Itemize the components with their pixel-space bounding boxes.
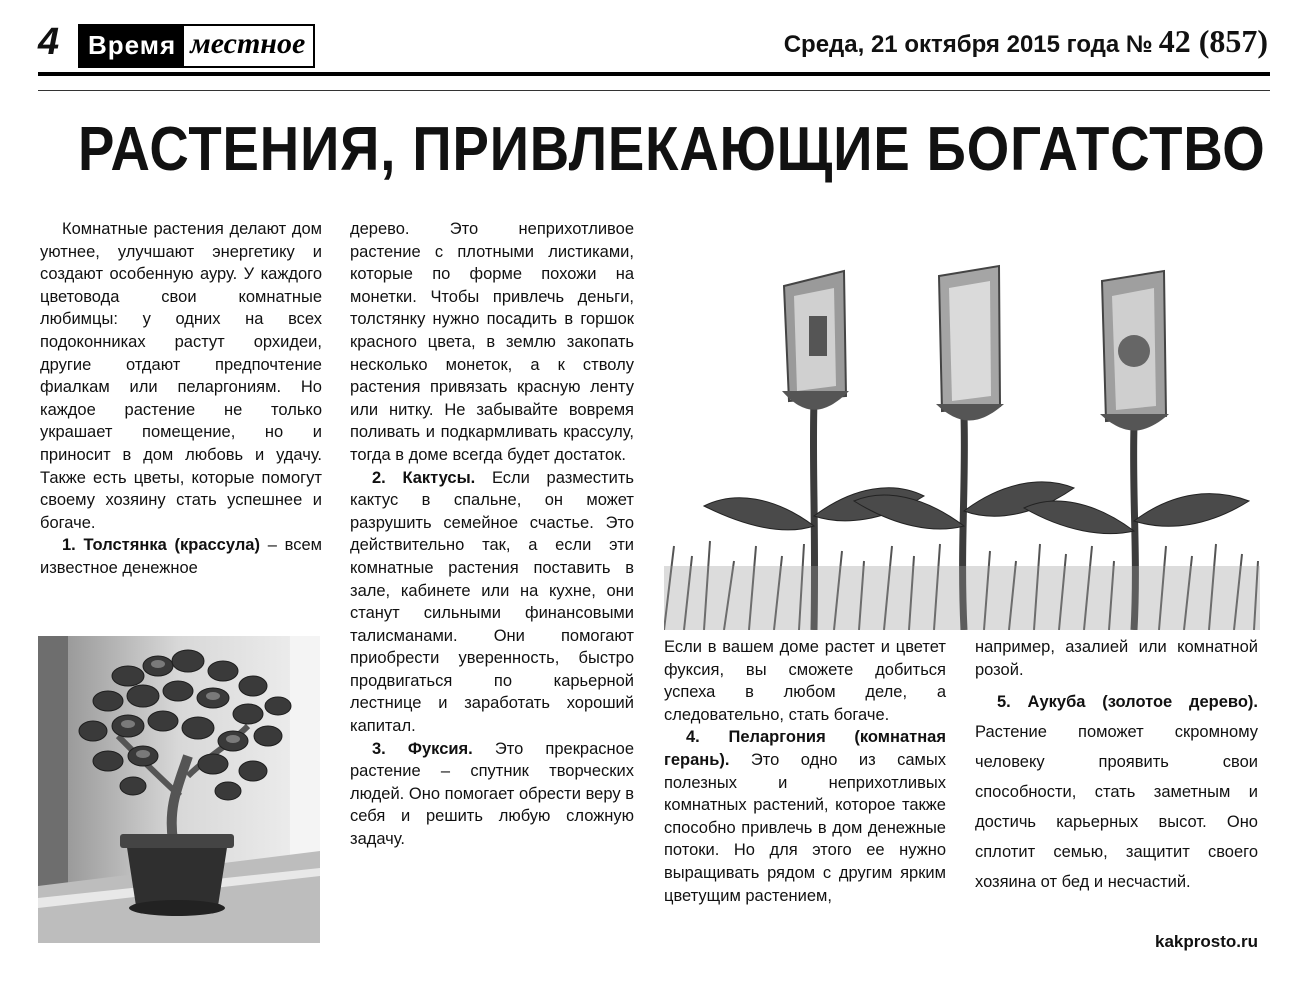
section-3-text-start: Это прекрасное растение – спутник творческих людей. Оно помогает обрести веру в себя и решить любую сложную задачу. xyxy=(350,739,634,849)
money-flowers-illustration xyxy=(664,226,1260,630)
section-2-title: 2. Кактусы. xyxy=(372,468,476,487)
jade-plant-photo xyxy=(38,636,320,943)
section-1-title: 1. Толстянка (крассула) xyxy=(62,536,260,555)
section-4-text-start: Это одно из самых полезных и неприхотливых комнатных растений, которое также способно привлечь в дом денежные потоки. Но для этого ее нужно выращивать рядом с другим ярким цветущим растением, xyxy=(664,750,946,905)
issue-info xyxy=(784,22,1268,64)
money-rose xyxy=(936,266,1004,421)
header-rule-thin xyxy=(38,90,1270,91)
section-3-text-continued: Если в вашем доме растет и цветет фуксия, вы сможете добиться успеха в любом деле, а следовательно, стать богаче. xyxy=(664,638,946,724)
section-5-title: 5. Аукуба (золотое дерево). xyxy=(997,693,1258,712)
intro-paragraph: Комнатные растения делают дом уютнее, улучшают энергетику и создают особенную ауру. У каждого цветовода свои комнатные любимцы: у одних на всех подоконниках растут орхидеи, другие отдают предпочтение фиалкам или пеларгониям. Но каждое растение не только украшает помещение, но и приносит в дом любовь и удачу. Также есть цветы, которые помогут своему хозяину стать успешнее и богаче. xyxy=(40,220,322,532)
money-rose xyxy=(782,271,849,410)
article-column-2 xyxy=(350,218,634,851)
article-source: kakprosto.ru xyxy=(1155,932,1258,951)
logo-word-mestnoe: местное xyxy=(190,27,306,60)
article-headline: РАСТЕНИЯ, ПРИВЛЕКАЮЩИЕ БОГАТСТВО xyxy=(78,115,1266,184)
article-column-3 xyxy=(664,636,946,907)
jade-plant-illustration xyxy=(38,636,320,943)
article-column-4 xyxy=(975,636,1258,897)
issue-number: 42 (857) xyxy=(1158,23,1268,59)
section-3-paragraph xyxy=(350,738,634,851)
section-1-paragraph xyxy=(40,534,322,579)
issue-date: Среда, 21 октября 2015 года № xyxy=(783,31,1153,58)
money-flowers-photo xyxy=(664,226,1260,630)
page-number: 4 xyxy=(38,21,60,63)
section-2-text: Если разместить кактус в спальне, он может разрушить семейное счастье. Это действительно так, а если эти комнатные растения поставить в зале, кабинете или на кухне, они станут сильными финансовыми талисманами. Они помогают приобрести уверенность, быстро продвигаться по карьерной лестнице и заработать хороший капитал. xyxy=(350,468,634,736)
section-4-title: 4. Пеларгония (комнатная герань). xyxy=(664,728,946,769)
money-rose xyxy=(1100,271,1169,431)
section-4-paragraph xyxy=(664,726,946,907)
article-column-1 xyxy=(40,218,322,580)
section-5-text: Растение поможет скромному человеку проявить свои способности, стать заметным и достичь карьерных высот. Оно сплотит семью, защитит своего хозяина от бед и несчастий. xyxy=(975,723,1258,892)
section-4-text-continued: например, азалией или комнатной розой. xyxy=(975,638,1258,679)
section-1-text-start: – всем известное денежное xyxy=(40,536,322,577)
section-5-paragraph xyxy=(975,687,1258,897)
header-rule-thick xyxy=(38,72,1270,76)
section-2-paragraph xyxy=(350,467,634,738)
section-1-text-continued: дерево. Это неприхотливое растение с плотными листиками, которые по форме похожи на монетки. Чтобы привлечь деньги, толстянку нужно посадить в горшок красного цвета, в землю закопать несколько монеток, а к стволу растения привязать красную ленту или нитку. Не забывайте вовремя поливать и подкармливать крассулу, тогда в доме всегда будет достаток. xyxy=(350,220,634,464)
section-3-title: 3. Фуксия. xyxy=(372,739,473,758)
newspaper-logo xyxy=(78,24,315,68)
logo-word-vremya: Время xyxy=(80,26,184,66)
